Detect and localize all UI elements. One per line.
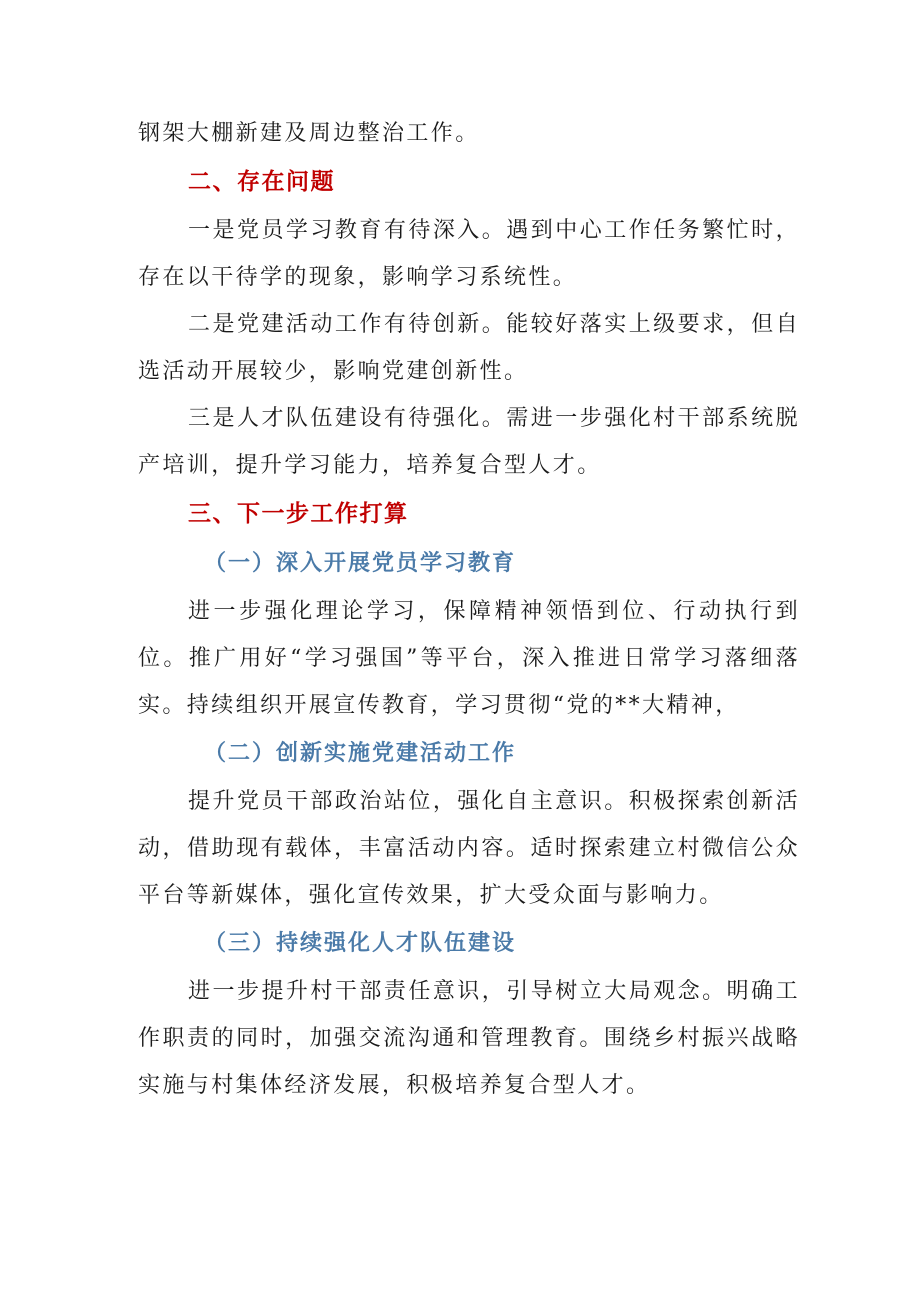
problem-paragraph-1: 一是党员学习教育有待深入。遇到中心工作任务繁忙时，存在以干待学的现象，影响学习系统性。 [138,218,800,290]
problem-paragraph-3: 三是人才队伍建设有待强化。需进一步强化村干部系统脱产培训，提升学习能力，培养复合型人才。 [138,406,800,478]
subsection-heading-1: （一）深入开展党员学习教育 [204,550,517,576]
subsection-heading-3: （三）持续强化人才队伍建设 [204,930,517,956]
intro-line: 钢架大棚新建及周边整治工作。 [138,121,480,146]
subsection-body-3: 进一步提升村干部责任意识，引导树立大局观念。明确工作职责的同时，加强交流沟通和管理教育。围绕乡村振兴战略实施与村集体经济发展，积极培养复合型人才。 [138,979,800,1098]
document-body [138,110,800,1109]
subsection-body-1: 进一步强化理论学习，保障精神领悟到位、行动执行到位。推广用好“学习强国”等平台，深入推进日常学习落细落实。持续组织开展宣传教育，学习贯彻“党的**大精神， [138,599,800,718]
problem-paragraph-2: 二是党建活动工作有待创新。能较好落实上级要求，但自选活动开展较少，影响党建创新性。 [138,312,800,384]
subsection-heading-2: （二）创新实施党建活动工作 [204,740,517,766]
section-heading-problems: 二、存在问题 [188,169,335,195]
section-heading-next-steps: 三、下一步工作打算 [188,501,409,527]
subsection-body-2: 提升党员干部政治站位，强化自主意识。积极探索创新活动，借助现有载体，丰富活动内容。适时探索建立村微信公众平台等新媒体，强化宣传效果，扩大受众面与影响力。 [138,789,800,908]
